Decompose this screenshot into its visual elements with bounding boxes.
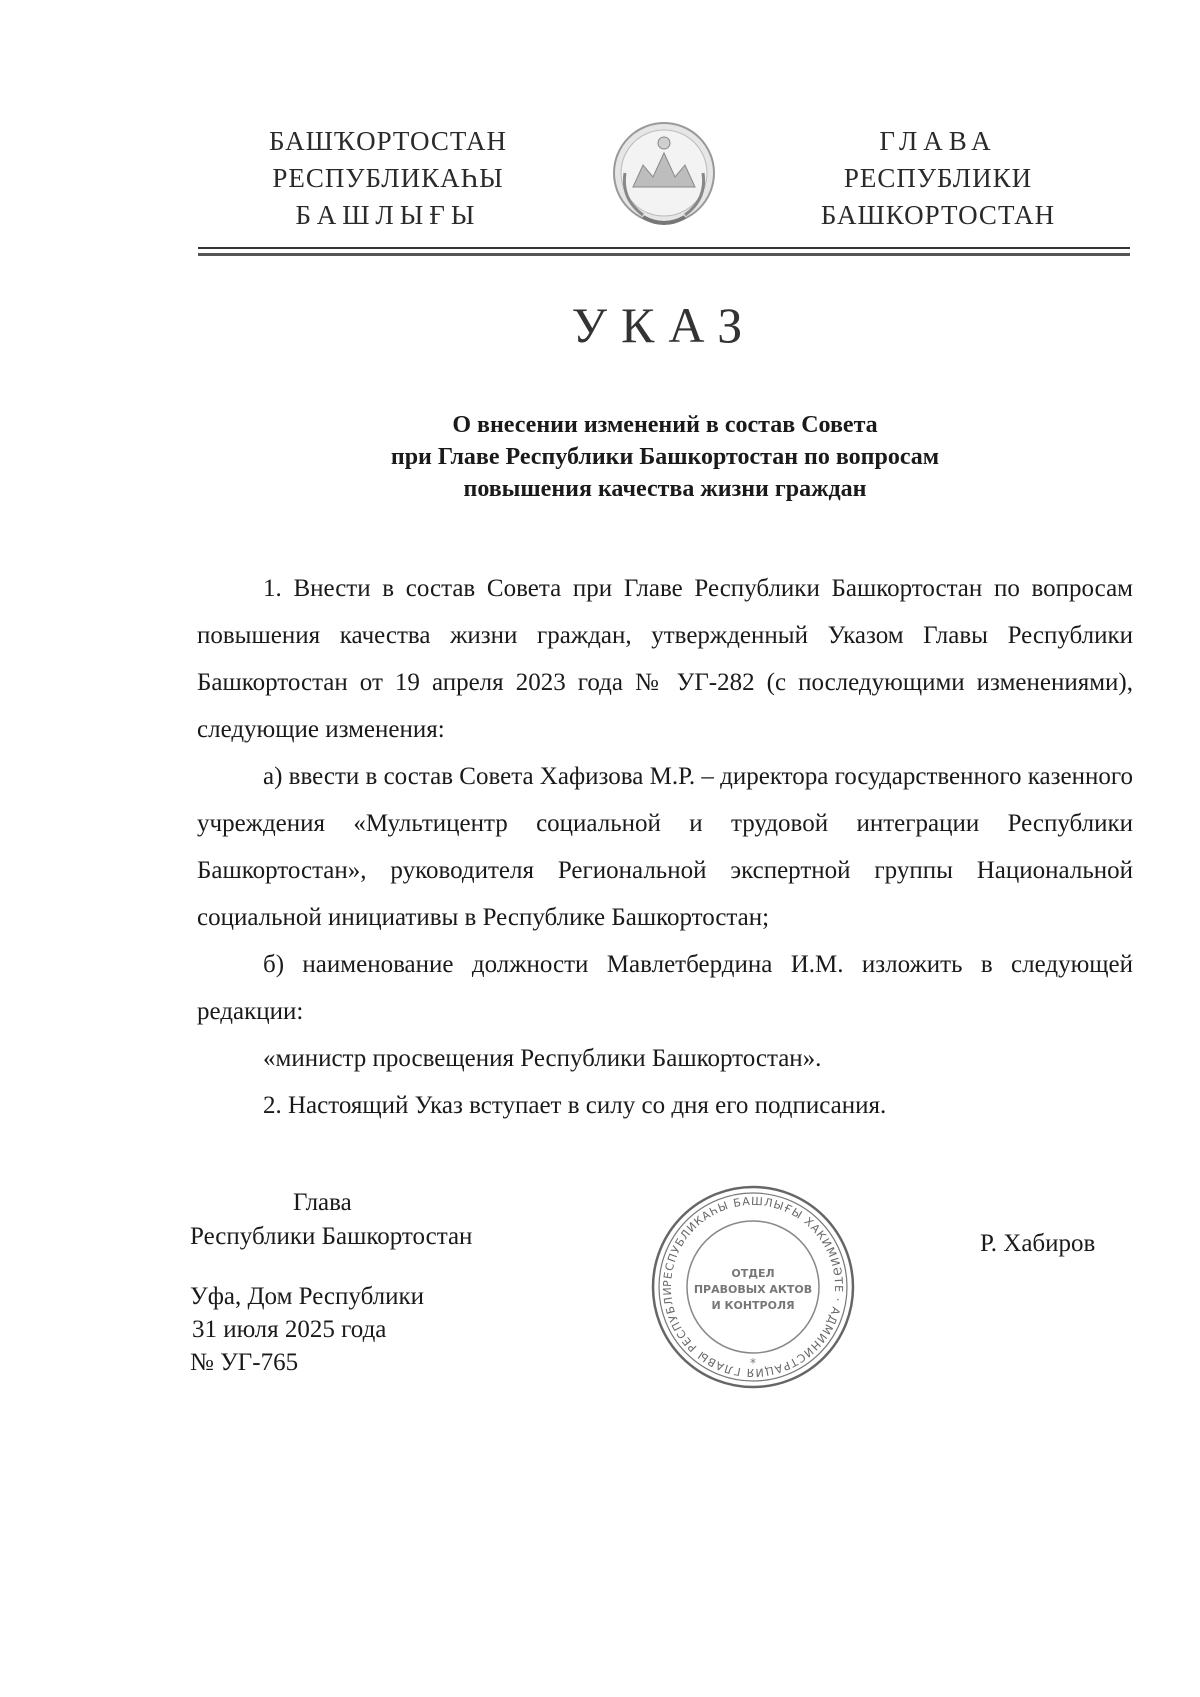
header-right-line1: ГЛАВА (879, 126, 997, 156)
header-left-line1: БАШҠОРТОСТАН (268, 126, 508, 156)
header-right-title (778, 123, 1098, 234)
header-right-line2: РЕСПУБЛИКИ (843, 163, 1033, 193)
issue-date: 31 июля 2025 года (192, 1316, 387, 1343)
official-stamp (648, 1182, 858, 1392)
clause-1b: б) наименование должности Мавлетбердина И.М. изложить в следующей редакции: (197, 951, 1133, 1025)
decree-title (300, 409, 1030, 505)
svg-text:ОТДЕЛ: ОТДЕЛ (731, 1267, 775, 1280)
signatory-role-line2: Республики Башкортостан (190, 1223, 473, 1250)
svg-text:И КОНТРОЛЯ: И КОНТРОЛЯ (711, 1299, 795, 1312)
place-date-block (190, 1280, 424, 1379)
document-type: УКАЗ (571, 297, 757, 353)
clause-2: 2. Настоящий Указ вступает в силу со дня его подписания. (263, 1092, 887, 1119)
header-left-title (228, 123, 548, 234)
decree-body (197, 565, 1133, 1129)
stamp-outer-text: РЕСПУБЛИКАҺЫ БАШЛЫҒЫ ХАКИМИӘТЕ · АДМИНИСТРАЦИЯ ГЛАВЫ РЕСПУБЛИ (660, 1194, 846, 1380)
header-left-line2: РЕСПУБЛИКАҺЫ (272, 163, 504, 193)
svg-text:ПРАВОВЫХ АКТОВ: ПРАВОВЫХ АКТОВ (693, 1283, 813, 1296)
decree-title-line1: О внесении изменений в состав Совета (452, 412, 878, 438)
header-left-line3: БАШЛЫҒЫ (295, 200, 481, 230)
clause-1: 1. Внести в состав Совета при Главе Республики Башкортостан по вопросам повышения качества жизни граждан, утвержденный Указом Главы Республики Башкортостан от 19 апреля 2023 года № УГ-282 (с последующими изменениями), следующие изменения: (197, 575, 1133, 743)
signatory-role (190, 1186, 510, 1254)
bashkortostan-emblem-icon (603, 115, 725, 241)
decree-title-line3: повышения качества жизни граждан (463, 476, 867, 502)
signatory-role-line1: Глава (293, 1189, 352, 1216)
issue-place: Уфа, Дом Республики (190, 1283, 425, 1310)
svg-text:РЕСПУБЛИКАҺЫ БАШЛЫҒЫ ХАКИМИӘТЕ (648, 1182, 845, 1379)
header-right-line3: БАШКОРТОСТАН (820, 200, 1056, 230)
svg-text:*: * (750, 1356, 756, 1370)
decree-number: № УГ-765 (190, 1349, 299, 1376)
header-divider (198, 247, 1130, 249)
decree-title-line2: при Главе Республики Башкортостан по вопросам (390, 444, 940, 470)
clause-1a: а) ввести в состав Совета Хафизова М.Р. – директора государственного казенного учреждения «Мультицентр социальной и трудовой интеграции Республики Башкортостан», руководителя Региональной экспертной группы Национальной социальной инициативы в Республике Башкортостан; (197, 763, 1133, 931)
clause-1b-quote: «министр просвещения Республики Башкортостан». (263, 1045, 822, 1072)
header-divider-thick (198, 253, 1130, 256)
signatory-name: Р. Хабиров (980, 1230, 1096, 1257)
